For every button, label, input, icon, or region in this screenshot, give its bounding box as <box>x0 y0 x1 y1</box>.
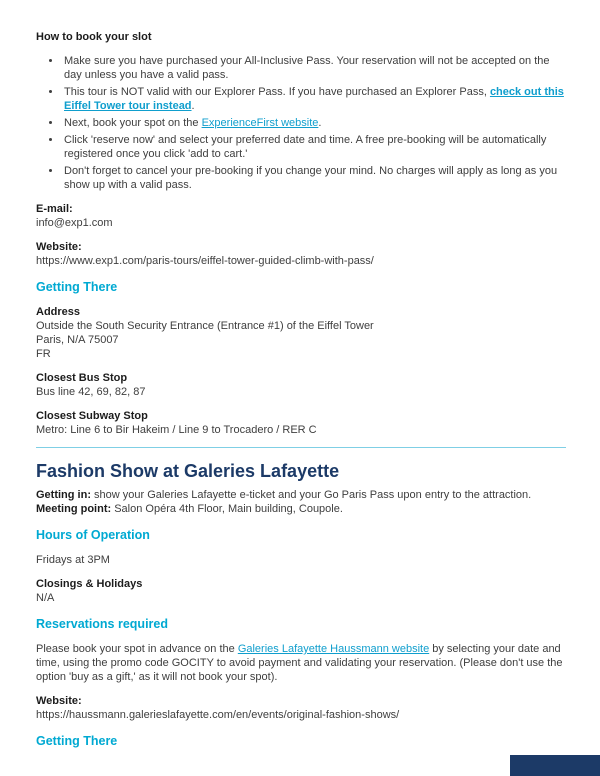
bullet-text: . <box>318 117 322 129</box>
section-divider <box>36 447 566 448</box>
reservations-text: by selecting your date and time, using the promo code GOCITY to avoid payment and validating your reservation. (Please don't use the option 'buy as a gift,' as it will not book your spot). <box>36 643 563 683</box>
meeting-point-text: Salon Opéra 4th Floor, Main building, Coupole. <box>111 503 343 515</box>
subway-stop-block <box>36 409 566 437</box>
address-line: Paris, N/A 75007 <box>36 334 119 346</box>
bullet-text: Make sure you have purchased your All-Inclusive Pass. Your reservation will not be accepted on the day unless you have a valid pass. <box>64 55 550 81</box>
meeting-point-label: Meeting point: <box>36 503 112 515</box>
bullet-text: . <box>191 100 195 112</box>
closings-value: N/A <box>36 592 55 604</box>
hours-value: Fridays at 3PM <box>36 554 110 566</box>
getting-there-heading-2: Getting There <box>36 734 118 748</box>
list-item <box>62 164 566 192</box>
reservations-text: Please book your spot in advance on the <box>36 643 238 655</box>
email-block <box>36 202 566 230</box>
bullet-text: This tour is NOT valid with our Explorer Pass. If you have purchased an Explorer Pass, <box>64 86 490 98</box>
bus-stop-block <box>36 371 566 399</box>
website-label: Website: <box>36 241 82 253</box>
reservations-paragraph <box>36 642 566 684</box>
booking-heading: How to book your slot <box>36 31 152 43</box>
address-line: FR <box>36 348 51 360</box>
bullet-text: Next, book your spot on the <box>64 117 202 129</box>
email-label: E-mail: <box>36 203 73 215</box>
website-url: https://www.exp1.com/paris-tours/eiffel-tower-guided-climb-with-pass/ <box>36 255 374 267</box>
subway-stop-label: Closest Subway Stop <box>36 410 148 422</box>
booking-list <box>36 54 566 192</box>
getting-in-line <box>36 488 566 502</box>
fashion-website-block <box>36 694 566 722</box>
reservations-required-heading: Reservations required <box>36 617 168 631</box>
hours-of-operation-heading: Hours of Operation <box>36 528 150 542</box>
hours-value-block <box>36 553 566 567</box>
meeting-point-line <box>36 502 566 516</box>
list-item <box>62 116 566 130</box>
closings-label: Closings & Holidays <box>36 578 143 590</box>
cutoff-navy-box <box>510 755 600 776</box>
list-item <box>62 133 566 161</box>
subway-stop-value: Metro: Line 6 to Bir Hakeim / Line 9 to Trocadero / RER C <box>36 424 317 436</box>
fashion-website-url: https://haussmann.galerieslafayette.com/en/events/original-fashion-shows/ <box>36 709 400 721</box>
entry-info <box>36 488 566 516</box>
email-value: info@exp1.com <box>36 217 113 229</box>
getting-there-heading: Getting There <box>36 280 118 294</box>
closings-block <box>36 577 566 605</box>
getting-in-text: show your Galeries Lafayette e-ticket and your Go Paris Pass upon entry to the attraction. <box>91 489 532 501</box>
eiffel-tower-tour-link[interactable]: check out this Eiffel Tower tour instead <box>64 86 564 112</box>
list-item <box>62 85 566 113</box>
address-line: Outside the South Security Entrance (Entrance #1) of the Eiffel Tower <box>36 320 374 332</box>
list-item <box>62 54 566 82</box>
bus-stop-value: Bus line 42, 69, 82, 87 <box>36 386 146 398</box>
galeries-lafayette-website-link[interactable]: Galeries Lafayette Haussmann website <box>237 643 430 655</box>
experiencefirst-website-link[interactable]: ExperienceFirst website <box>201 117 319 129</box>
getting-in-label: Getting in: <box>36 489 91 501</box>
fashion-website-label: Website: <box>36 695 82 707</box>
website-block <box>36 240 566 268</box>
address-label: Address <box>36 306 81 318</box>
address-block <box>36 305 566 361</box>
page-title: Fashion Show at Galeries Lafayette <box>36 461 340 481</box>
bus-stop-label: Closest Bus Stop <box>36 372 128 384</box>
bullet-text: Don't forget to cancel your pre-booking if you change your mind. No charges will apply as long as you show up with a valid pass. <box>64 165 558 191</box>
bullet-text: Click 'reserve now' and select your preferred date and time. A free pre-booking will be automatically registered once you click 'add to cart.' <box>64 134 547 160</box>
